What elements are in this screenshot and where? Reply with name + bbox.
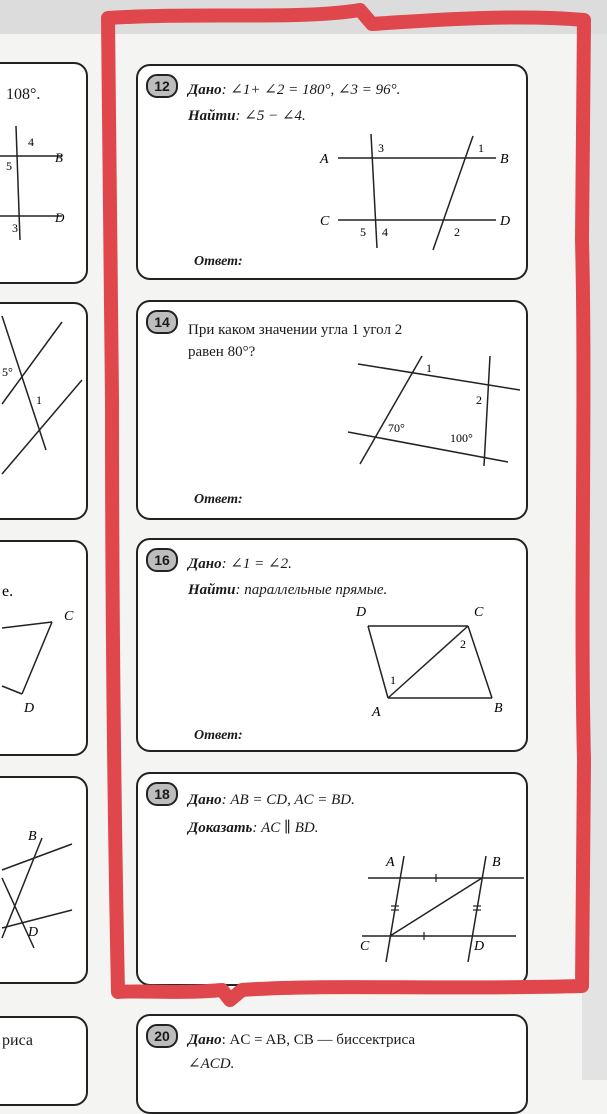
problem-20-card	[136, 1014, 528, 1114]
left-card-2-label-angle: 5°	[2, 365, 13, 379]
problem-16-find-label: Найти	[188, 582, 236, 598]
left-card-3	[0, 540, 88, 756]
page-top-band	[0, 0, 607, 34]
problem-12-given-label: Дано	[188, 82, 222, 98]
problem-14-label-1: 1	[426, 361, 432, 375]
problem-14-answer-label: Ответ:	[194, 492, 243, 507]
left-card-2-label-1: 1	[36, 393, 42, 407]
problem-16-number: 16	[146, 548, 178, 572]
problem-16-figure	[348, 602, 528, 722]
left-card-3-text: е.	[2, 583, 14, 600]
problem-12-figure	[318, 132, 518, 252]
left-card-1	[0, 62, 88, 284]
left-card-1-label-4: 4	[28, 135, 34, 149]
problem-16-label-1: 1	[390, 673, 396, 687]
problem-16-given	[188, 554, 292, 573]
problem-18-given	[188, 792, 355, 809]
problem-16-label-b: B	[494, 701, 503, 716]
left-card-4	[0, 776, 88, 984]
problem-20-number: 20	[146, 1024, 178, 1048]
problem-16-given-text: : ∠1 = ∠2.	[221, 556, 292, 572]
left-card-3-label-d: D	[24, 701, 35, 716]
problem-16-label-d: D	[356, 605, 367, 620]
problem-12-label-3: 3	[378, 141, 384, 155]
left-card-4-figure	[0, 778, 90, 986]
left-card-3-figure	[0, 542, 90, 758]
problem-12-find-text: : ∠5 − ∠4.	[235, 108, 306, 124]
problem-14-number: 14	[146, 310, 178, 334]
problem-12-label-b: B	[500, 152, 509, 167]
problem-20-given-line2: ∠ACD.	[188, 1056, 235, 1072]
problem-14-question-line2: равен 80°?	[188, 344, 256, 360]
problem-14-label-70: 70°	[388, 421, 405, 435]
left-card-1-label-d: D	[55, 210, 65, 225]
problem-18-prove-text: : AC ∥ BD.	[252, 820, 319, 836]
problem-16-card	[136, 538, 528, 752]
problem-12-label-c: C	[320, 214, 330, 229]
problem-18-given-text: : AB = CD, AC = BD.	[221, 792, 355, 808]
left-card-1-text: 108°.	[6, 86, 41, 103]
problem-12-label-5: 5	[360, 225, 366, 239]
problem-18-prove-label: Доказать	[188, 820, 253, 836]
problem-18-card	[136, 772, 528, 986]
problem-16-label-c: C	[474, 605, 484, 620]
left-card-1-label-5: 5	[6, 159, 12, 173]
left-card-4-label-b: B	[28, 829, 37, 844]
problem-14-label-100: 100°	[450, 431, 473, 445]
problem-18-prove	[188, 818, 318, 837]
problem-12-card	[136, 64, 528, 280]
problem-14-question-line1: При каком значении угла 1 угол 2	[188, 322, 403, 338]
problem-12-label-1: 1	[478, 141, 484, 155]
problem-12-answer-label: Ответ:	[194, 254, 243, 269]
page-right-margin	[582, 34, 607, 1080]
problem-12-given	[188, 80, 400, 99]
problem-16-given-label: Дано	[188, 556, 222, 572]
problem-18-figure	[352, 850, 532, 980]
problem-20-given-text: : AC = AB, CB — биссектриса	[221, 1032, 415, 1048]
problem-18-label-d: D	[474, 939, 485, 954]
problem-12-given-text: : ∠1+ ∠2 = 180°, ∠3 = 96°.	[221, 82, 401, 98]
problem-14-card	[136, 300, 528, 520]
problem-18-label-c: C	[360, 939, 370, 954]
left-card-5	[0, 1016, 88, 1106]
problem-18-given-label: Дано	[188, 792, 222, 808]
problem-12-find-label: Найти	[188, 108, 236, 124]
problem-18-label-b: B	[492, 855, 501, 870]
problem-16-label-a: A	[372, 705, 381, 720]
problem-16-find	[188, 582, 387, 599]
left-card-5-text: риса	[2, 1032, 33, 1049]
left-card-2-figure	[0, 304, 90, 522]
problem-12-label-d: D	[500, 214, 511, 229]
problem-16-label-2: 2	[460, 637, 466, 651]
problem-12-label-4: 4	[382, 225, 388, 239]
problem-18-number: 18	[146, 782, 178, 806]
problem-16-find-text: : параллельные прямые.	[235, 582, 388, 598]
left-card-4-label-d: D	[28, 925, 39, 940]
problem-16-answer-label: Ответ:	[194, 728, 243, 743]
problem-20-given-label: Дано	[188, 1032, 222, 1048]
problem-14-figure	[342, 350, 532, 470]
problem-18-label-a: A	[386, 855, 395, 870]
left-card-1-label-3: 3	[12, 221, 18, 235]
problem-12-label-2: 2	[454, 225, 460, 239]
problem-12-label-a: A	[320, 152, 329, 167]
problem-20-given	[188, 1032, 415, 1049]
problem-14-label-2: 2	[476, 393, 482, 407]
left-card-2	[0, 302, 88, 520]
problem-12-number: 12	[146, 74, 178, 98]
left-card-1-figure	[0, 124, 90, 284]
left-card-1-label-b: B	[55, 150, 63, 165]
left-card-3-label-c: C	[64, 609, 74, 624]
problem-12-find	[188, 106, 306, 125]
